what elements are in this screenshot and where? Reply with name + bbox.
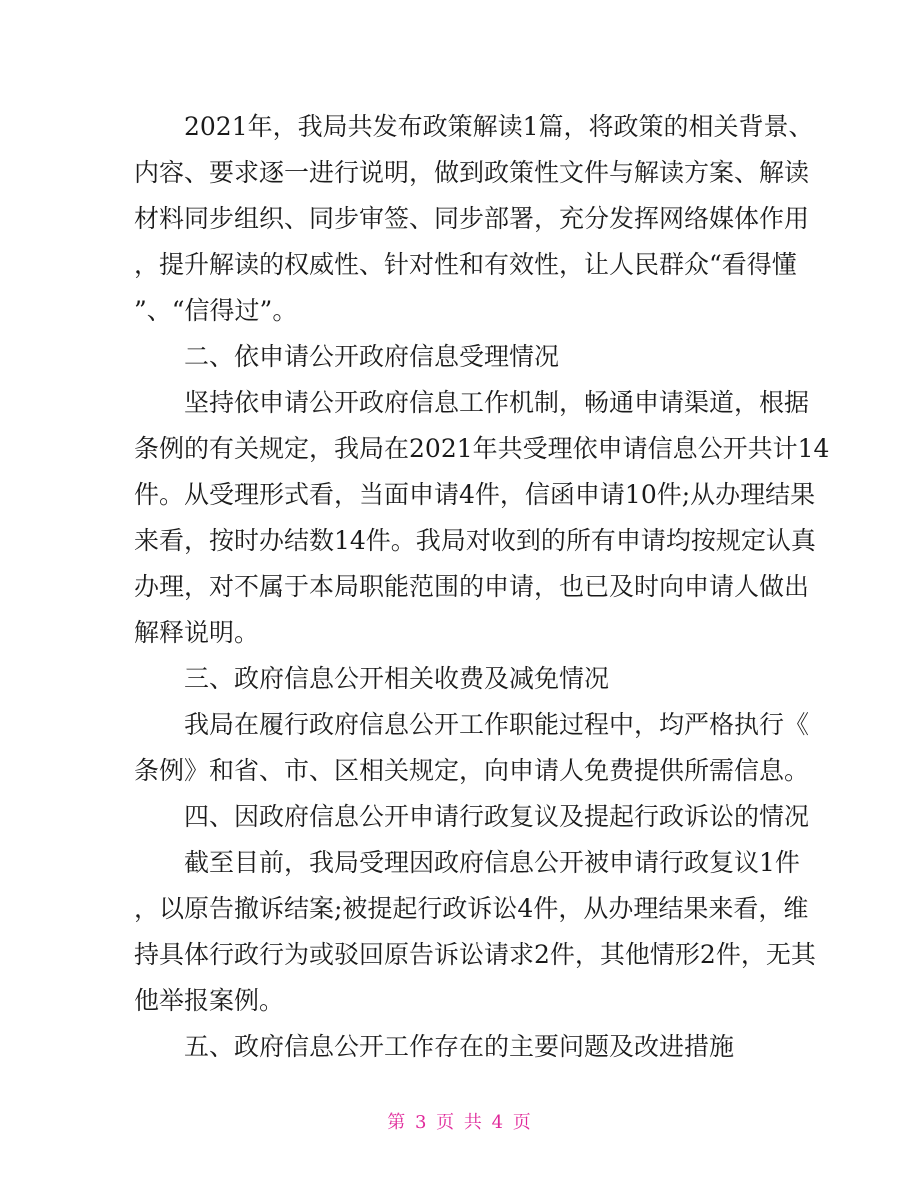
text-line: 我局在履行政府信息公开工作职能过程中，均严格执行《: [134, 710, 810, 739]
text-line: 四、因政府信息公开申请行政复议及提起行政诉讼的情况: [134, 802, 810, 831]
text-line: 材料同步组织、同步审签、同步部署，充分发挥网络媒体作用: [134, 204, 810, 233]
page-number-footer: 第 3 页 共 4 页: [387, 1112, 533, 1133]
text-line: ”、“信得过”。: [134, 296, 298, 325]
text-line: 三、政府信息公开相关收费及减免情况: [134, 664, 610, 693]
text-line: 截至目前，我局受理因政府信息公开被申请行政复议1件: [134, 848, 800, 877]
document-body: [134, 104, 830, 1070]
text-line: 他举报案例。: [134, 986, 285, 1015]
text-line: 条例的有关规定，我局在2021年共受理依申请信息公开共计14: [134, 434, 830, 463]
text-line: ，提升解读的权威性、针对性和有效性，让人民群众“看得懂: [134, 250, 797, 279]
text-line: 持具体行政行为或驳回原告诉讼请求2件，其他情形2件，无其: [134, 940, 816, 969]
text-line: ，以原告撤诉结案;被提起行政诉讼4件，从办理结果来看，维: [134, 894, 809, 923]
text-line: 坚持依申请公开政府信息工作机制，畅通申请渠道，根据: [134, 388, 810, 417]
text-line: 件。从受理形式看，当面申请4件，信函申请10件;从办理结果: [134, 480, 816, 509]
text-line: 办理，对不属于本局职能范围的申请，也已及时向申请人做出: [134, 572, 810, 601]
paragraph: [134, 104, 814, 334]
paragraph: [134, 656, 794, 702]
text-line: 二、依申请公开政府信息受理情况: [134, 342, 560, 371]
paragraph: [134, 334, 794, 380]
paragraph: [134, 794, 810, 840]
text-line: 2021年，我局共发布政策解读1篇，将政策的相关背景、: [134, 112, 814, 141]
text-line: 内容、要求逐一进行说明，做到政策性文件与解读方案、解读: [134, 158, 810, 187]
paragraph: [134, 1024, 794, 1070]
text-line: 来看，按时办结数14件。我局对收到的所有申请均按规定认真: [134, 526, 816, 555]
text-line: 五、政府信息公开工作存在的主要问题及改进措施: [134, 1032, 735, 1061]
paragraph: [134, 840, 816, 1024]
text-line: 解释说明。: [134, 618, 260, 647]
text-line: 条例》和省、市、区相关规定，向申请人免费提供所需信息。: [134, 756, 810, 785]
paragraph: [134, 380, 830, 656]
paragraph: [134, 702, 810, 794]
